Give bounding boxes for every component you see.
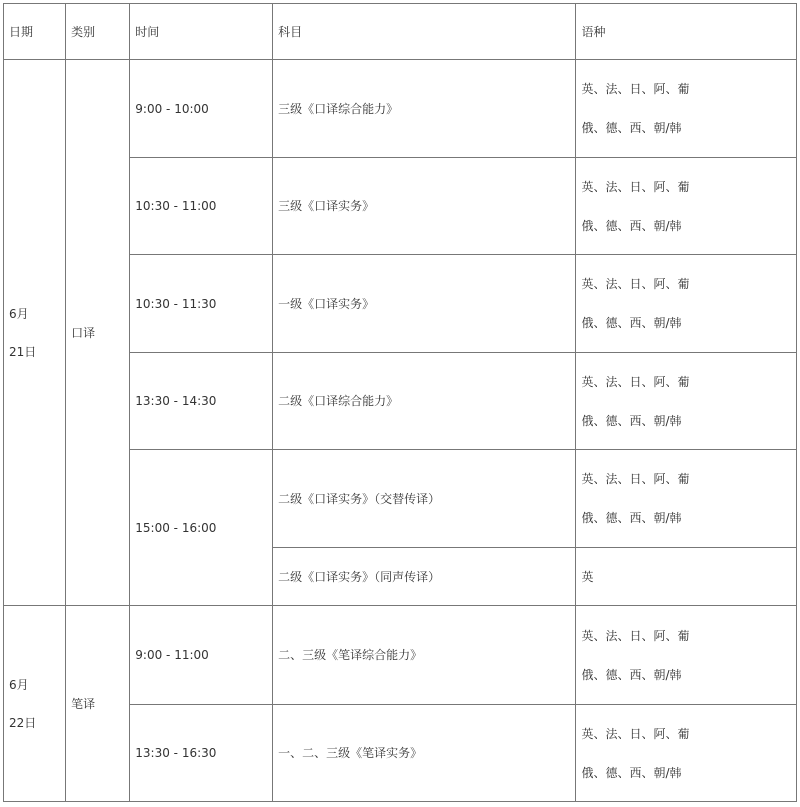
time-cell: 13:30 - 16:30	[130, 705, 273, 802]
time-cell: 13:30 - 14:30	[130, 353, 273, 450]
time-cell: 15:00 - 16:00	[130, 450, 273, 606]
language-cell	[576, 255, 797, 353]
time-cell: 9:00 - 10:00	[130, 60, 273, 158]
subject-cell: 二级《口译实务》（交替传译）	[273, 450, 576, 548]
language-cell	[576, 158, 797, 255]
time-cell: 9:00 - 11:00	[130, 606, 273, 705]
language-cell	[576, 606, 797, 705]
header-category: 类别	[66, 4, 130, 60]
category-cell-day1: 口译	[66, 60, 130, 606]
language-line-1: 英、法、日、阿、葡	[581, 179, 690, 194]
language-cell	[576, 705, 797, 802]
header-row	[4, 4, 797, 60]
subject-cell: 二、三级《笔译综合能力》	[273, 606, 576, 705]
language-line-2: 俄、德、西、朝/韩	[581, 316, 682, 330]
header-time: 时间	[130, 4, 273, 60]
language-cell	[576, 353, 797, 450]
exam-schedule-table	[3, 3, 797, 802]
date-day: 21日	[9, 344, 37, 359]
subject-cell: 三级《口译综合能力》	[273, 60, 576, 158]
language-cell	[576, 450, 797, 548]
header-date: 日期	[4, 4, 66, 60]
language-line-1: 英、法、日、阿、葡	[581, 277, 690, 291]
language-line-1: 英、法、日、阿、葡	[581, 82, 690, 96]
language-line-2: 俄、德、西、朝/韩	[581, 667, 682, 682]
date-month: 6月	[9, 306, 29, 321]
subject-cell: 一、二、三级《笔译实务》	[273, 705, 576, 802]
date-cell-day2	[4, 606, 66, 802]
language-line-1: 英、法、日、阿、葡	[581, 726, 690, 741]
time-cell: 10:30 - 11:30	[130, 255, 273, 353]
date-month: 6月	[9, 677, 29, 692]
language-line-1: 英、法、日、阿、葡	[581, 472, 690, 486]
category-cell-day2: 笔译	[66, 606, 130, 802]
header-subject: 科目	[273, 4, 576, 60]
language-line-2: 俄、德、西、朝/韩	[581, 413, 682, 428]
subject-cell: 二级《口译实务》（同声传译）	[273, 548, 576, 606]
subject-cell: 三级《口译实务》	[273, 158, 576, 255]
header-language: 语种	[576, 4, 797, 60]
language-cell: 英	[576, 548, 797, 606]
table-row	[4, 606, 797, 705]
date-cell-day1	[4, 60, 66, 606]
language-line-2: 俄、德、西、朝/韩	[581, 218, 682, 233]
date-day: 22日	[9, 715, 37, 730]
language-line-1: 英、法、日、阿、葡	[581, 628, 690, 643]
time-cell: 10:30 - 11:00	[130, 158, 273, 255]
table-row	[4, 60, 797, 158]
language-cell	[576, 60, 797, 158]
language-line-2: 俄、德、西、朝/韩	[581, 765, 682, 780]
subject-cell: 一级《口译实务》	[273, 255, 576, 353]
language-line-2: 俄、德、西、朝/韩	[581, 511, 682, 525]
subject-cell: 二级《口译综合能力》	[273, 353, 576, 450]
language-line-1: 英、法、日、阿、葡	[581, 374, 690, 389]
language-line-2: 俄、德、西、朝/韩	[581, 121, 682, 135]
